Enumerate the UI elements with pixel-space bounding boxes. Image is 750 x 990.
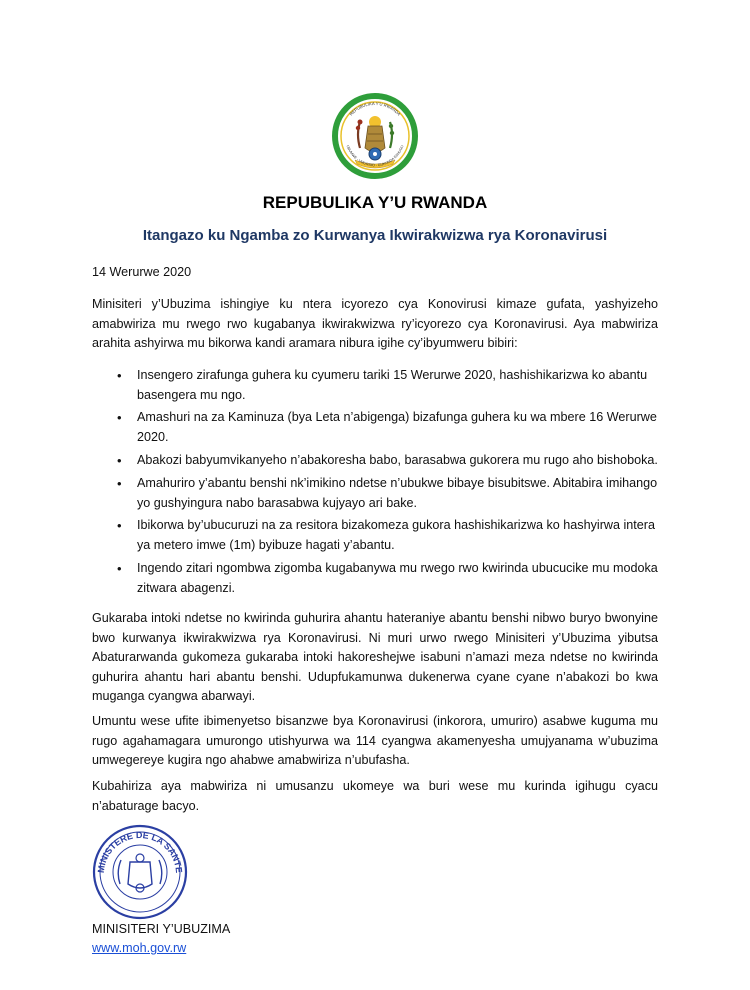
list-item: • Ibikorwa by’ubucuruzi na za resitora bizakomeza gukora hashishikarizwa ko hashyirwa intera ya metero imwe (1m) byibuze hagati y’abantu. xyxy=(137,516,659,555)
list-item: • Insengero zirafunga guhera ku cyumeru tariki 15 Werurwe 2020, hashishikarizwa ko abantu basengera mu ngo. xyxy=(137,366,659,405)
closing-paragraph: Kubahiriza aya mabwiriza ni umusanzu ukomeye wa buri wese mu kurinda igihugu cyacu n’abaturage bacyo. xyxy=(92,779,658,813)
hygiene-paragraph: Gukaraba intoki ndetse no kwirinda guhurira ahantu hateraniye abantu benshi nibwo buryo bwonyine bwo kurwanya ikwirakwizwa rya Koronavirusi. Ni muri urwo rwego Minisiteri y’Ubuzima yibutsa Abaturarwanda gukomeza gukaraba intoki hakoreshejwe isabuni n’amazi meza ndetse no kwirinda guhurira ahantu hari abantu benshi. Udupfukamunwa dukenerwa cyane cyane n’abakozi bo kwa muganga cyangwa abarwayi. xyxy=(92,611,658,703)
rwanda-coat-of-arms-icon xyxy=(330,86,420,186)
document-date: 14 Werurwe 2020 xyxy=(92,265,192,279)
list-item: • Abakozi babyumvikanyeho n’abakoresha babo, barasabwa gukorera mu rugo aho bishoboka. xyxy=(137,451,659,471)
ministry-name: MINISITERI Y’UBUZIMA xyxy=(92,922,231,936)
document-subtitle: Itangazo ku Ngamba zo Kurwanya Ikwirakwizwa rya Koronavirusi xyxy=(142,227,608,244)
svg-text:MINISTERE DE LA SANTE: MINISTERE DE LA SANTE xyxy=(95,829,185,874)
ministry-stamp-icon xyxy=(88,818,192,922)
document-title: REPUBULIKA Y’U RWANDA xyxy=(262,193,488,212)
intro-paragraph: Minisiteri y’Ubuzima ishingiye ku ntera icyorezo cya Konovirusi kimaze gufata, yashyizeho amabwiriza mu rwego rwo kugabanya ikwirakwizwa ry’icyorezo cya Koronavirusi. Aya mabwiriza arahita ashyirwa mu bikorwa kandi aramara nibura igihe cy’ibyumweru bibiri: xyxy=(92,297,658,350)
list-item: • Ingendo zitari ngombwa zigomba kugabanywa mu rwego rwo kwirinda ubucucike mu modoka zitwara abagenzi. xyxy=(137,559,659,598)
list-item: • Amashuri na za Kaminuza (bya Leta n’abigenga) bizafunga guhera ku wa mbere 16 Werurwe 2020. xyxy=(137,408,659,447)
svg-text:REPUBULIKA Y'U RWANDA: REPUBULIKA Y'U RWANDA xyxy=(348,100,402,117)
symptoms-paragraph: Umuntu wese ufite ibimenyetso bisanzwe bya Koronavirusi (inkorora, umuriro) asabwe kuguma mu rugo agahamagara umurongo utishyurwa wa 114 cyangwa akamenyesha umujyanama w’ubuzima umwegereye kugira ngo ahabwe amabwiriza n’ubufasha. xyxy=(92,714,658,767)
list-item: • Amahuriro y’abantu benshi nk’imikino ndetse n’ubukwe bibaye bisubitswe. Abitabira imihango yo gushyingura nabo barasabwa kujyayo ari bake. xyxy=(137,474,659,513)
svg-text:UBUMWE - UMURIMO - GUKUNDA IGI: UBUMWE - UMURIMO - GUKUNDA IGIHUGU xyxy=(345,144,405,168)
ministry-website-link[interactable]: www.moh.gov.rw xyxy=(92,941,187,955)
